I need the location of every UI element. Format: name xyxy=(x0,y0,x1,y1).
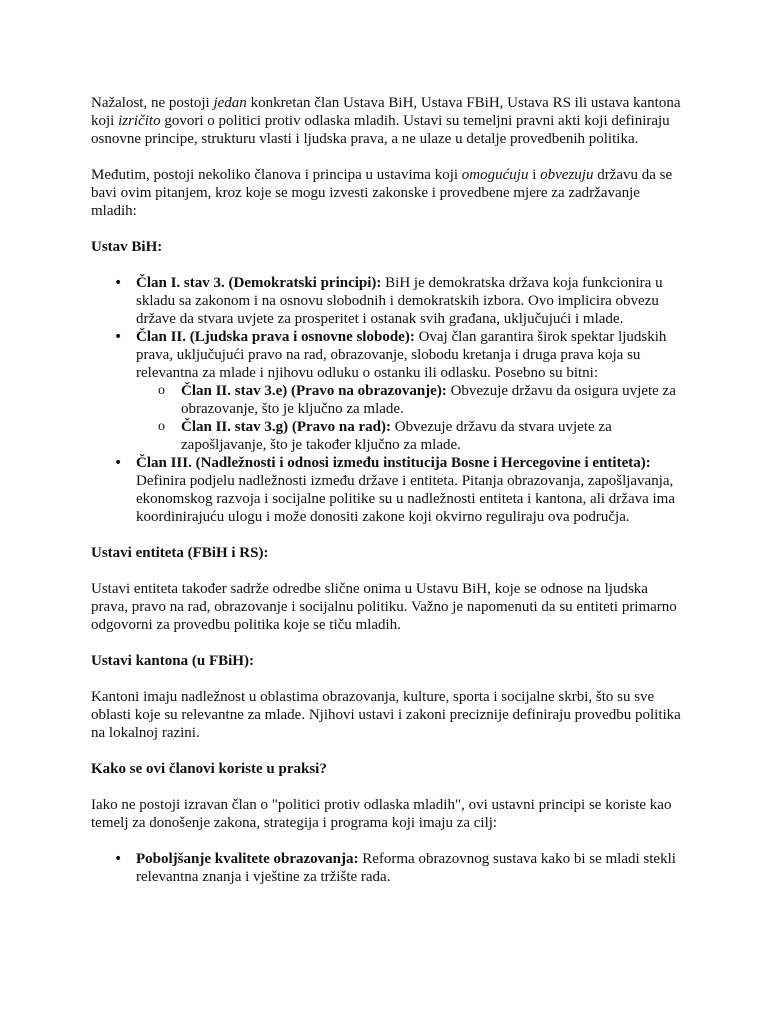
heading-ustav-bih: Ustav BiH: xyxy=(91,239,163,255)
ustav-bih-list xyxy=(91,274,686,526)
text-run: govori o politici protiv odlaska mladih. Ustavi su temeljni pravni akti koji definiraju osnovne principe, strukturu vlasti i ljudska prava, a ne ulaze u detalje provedbenih politika. xyxy=(91,113,670,147)
item-label: Član I. stav 3. (Demokratski principi): xyxy=(136,275,382,291)
text-run: državu da se bavi ovim pitanjem, kroz koje se mogu izvesti zakonske i provedbene mjere za zadržavanje mladih: xyxy=(91,167,673,219)
heading-ustavi-kantona: Ustavi kantona (u FBiH): xyxy=(91,653,254,669)
list-item-clan-3 xyxy=(91,454,686,526)
heading-ustavi-entiteta: Ustavi entiteta (FBiH i RS): xyxy=(91,545,269,561)
emphasis-jedan: jedan xyxy=(213,95,247,111)
text-run: Međutim, postoji nekoliko članova i principa u ustavima koji xyxy=(91,167,462,183)
text-run: Nažalost, ne postoji xyxy=(91,95,214,111)
intro-paragraph-2 xyxy=(91,166,686,220)
emphasis-omogucuju: omogućuju xyxy=(461,167,529,183)
item-label: Poboljšanje kvalitete obrazovanja: xyxy=(136,851,359,867)
item-text: Ovaj član garantira širok spektar ljudskih prava, uključujući pravo na rad, obrazovanje, slobodu kretanja i druga prava koja su relevantna za mlade i njihovu odluku o ostanku ili odlasku. Posebno su bitni: xyxy=(136,329,667,381)
list-item-clan-1 xyxy=(91,274,686,328)
entiteti-paragraph: Ustavi entiteta također sadrže odredbe slične onima u Ustavu BiH, koje se odnose na ljudska prava, pravo na rad, obrazovanje i socijalnu politiku. Važno je napomenuti da su entiteti primarno odgovorni za provedbu politika koje se tiču mladih. xyxy=(91,581,677,633)
text-run: konkretan član Ustava BiH, Ustava FBiH, Ustava RS ili ustava kantona koji xyxy=(91,95,681,129)
sublist-item-rad xyxy=(136,418,686,454)
kantoni-paragraph: Kantoni imaju nadležnost u oblastima obrazovanja, kulture, sporta i socijalne skrbi, što su sve oblasti koje su relevantne za mlade. Njihovi ustavi i zakoni preciznije definiraju provedbu politika na lokalnoj razini. xyxy=(91,689,681,741)
item-text: Definira podjelu nadležnosti između države i entiteta. Pitanja obrazovanja, zapošljavanja, ekonomskog razvoja i socijalne politike su u nadležnosti entiteta i kantona, ali država ima koordinirajuću ulogu i može donositi zakone koji okvirno reguliraju ova područja. xyxy=(136,473,676,525)
emphasis-obvezuju: obvezuju xyxy=(540,167,594,183)
intro-paragraph-1 xyxy=(91,94,686,148)
clan-2-sublist xyxy=(136,382,686,454)
emphasis-izricito: izričito xyxy=(118,113,161,129)
item-text: BiH je demokratska država koja funkcionira u skladu sa zakonom i na osnovu slobodnih i demokratskih izbora. Ovo implicira obvezu države da stvara uvjete za prosperitet i ostanak svih građana, uključujući i mlade. xyxy=(136,275,663,327)
praksa-paragraph: Iako ne postoji izravan član o "politici protiv odlaska mladih", ovi ustavni principi se koriste kao temelj za donošenje zakona, strategija i programa koji imaju za cilj: xyxy=(91,797,672,831)
sublist-item-obrazovanje xyxy=(136,382,686,418)
sub-item-text: Obvezuje državu da osigura uvjete za obrazovanje, što je ključno za mlade. xyxy=(181,383,676,417)
item-label: Član III. (Nadležnosti i odnosi između institucija Bosne i Hercegovine i entiteta): xyxy=(136,455,651,471)
list-item-clan-2 xyxy=(91,328,686,454)
heading-praksa: Kako se ovi članovi koriste u praksi? xyxy=(91,761,327,777)
item-label: Član II. (Ljudska prava i osnovne slobode): xyxy=(136,329,415,345)
text-run: i xyxy=(528,167,541,183)
item-text: Reforma obrazovnog sustava kako bi se mladi stekli relevantna znanja i vještine za tržište rada. xyxy=(136,851,676,885)
sub-item-label: Član II. stav 3.e) (Pravo na obrazovanje): xyxy=(181,383,447,399)
praksa-list xyxy=(91,850,686,886)
document-page xyxy=(91,94,686,904)
sub-item-label: Član II. stav 3.g) (Pravo na rad): xyxy=(181,419,391,435)
list-item-obrazovanje xyxy=(91,850,686,886)
sub-item-text: Obvezuje državu da stvara uvjete za zapošljavanje, što je također ključno za mlade. xyxy=(181,419,612,453)
